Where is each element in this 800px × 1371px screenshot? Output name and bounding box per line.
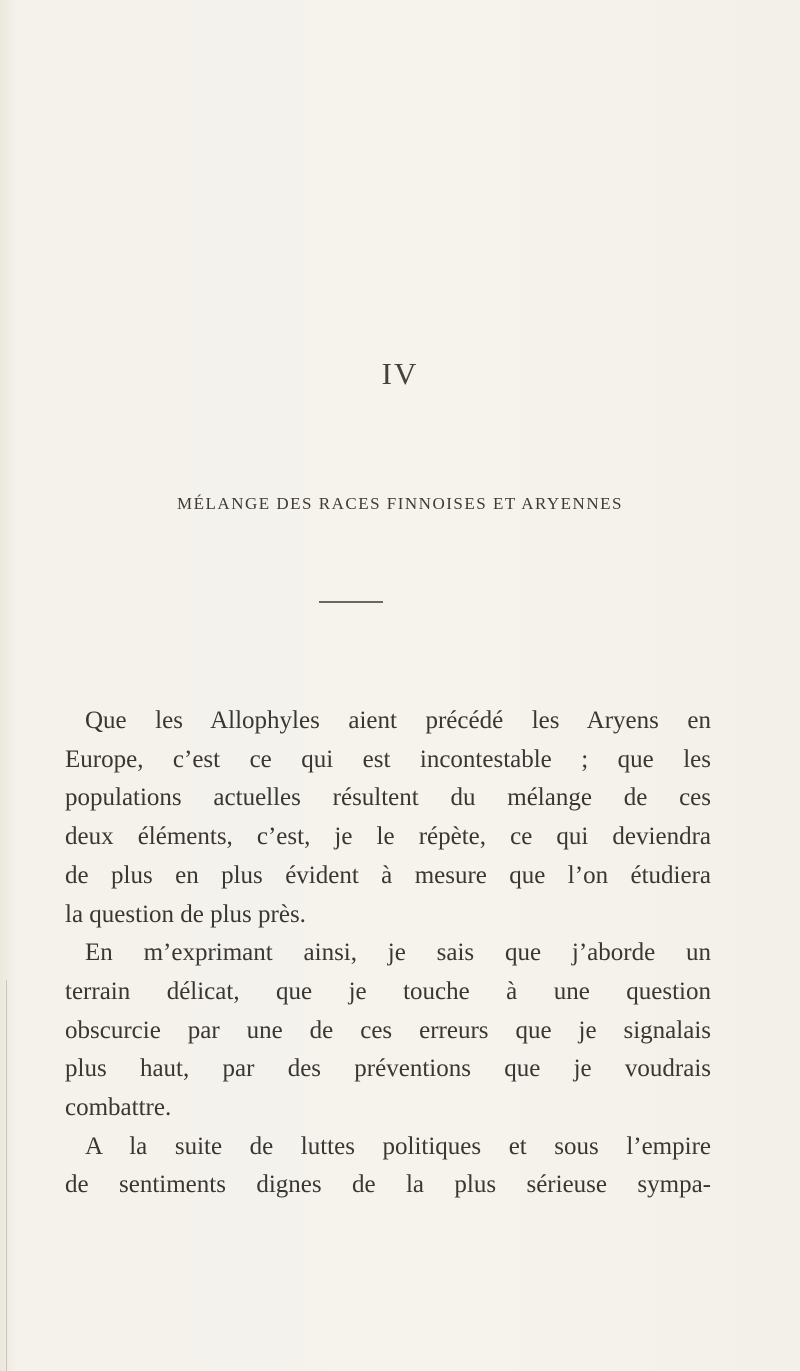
- text-line: populations actuelles résultent du mélange de ces: [65, 784, 711, 812]
- text-line: la question de plus près.: [65, 900, 306, 928]
- section-divider: [319, 601, 383, 603]
- text-line: A la suite de luttes politiques et sous l’empire: [85, 1132, 711, 1160]
- text-line: de plus en plus évident à mesure que l’on étudiera: [65, 861, 711, 889]
- text-line: obscurcie par une de ces erreurs que je signalais: [65, 1016, 711, 1044]
- text-line: Europe, c’est ce qui est incontestable ; que les: [65, 745, 711, 773]
- text-line: deux éléments, c’est, je le répète, ce qui deviendra: [65, 823, 711, 851]
- text-line: plus haut, par des préventions que je voudrais: [65, 1055, 711, 1083]
- text-line: de sentiments dignes de la plus sérieuse sympa-: [65, 1171, 711, 1199]
- page-edge-line: [6, 980, 7, 1371]
- chapter-number: IV: [381, 356, 419, 391]
- text-line: En m’exprimant ainsi, je sais que j’aborde un: [85, 939, 711, 967]
- text-line: combattre.: [65, 1094, 172, 1122]
- paragraph-2: [65, 934, 711, 1128]
- paragraph-1: [65, 702, 711, 934]
- paragraph-3: [65, 1128, 711, 1205]
- text-line: terrain délicat, que je touche à une question: [65, 977, 711, 1005]
- chapter-title: MÉLANGE DES RACES FINNOISES ET ARYENNES: [177, 494, 623, 513]
- body-text: [65, 702, 711, 1205]
- text-line: Que les Allophyles aient précédé les Aryens en: [85, 707, 711, 734]
